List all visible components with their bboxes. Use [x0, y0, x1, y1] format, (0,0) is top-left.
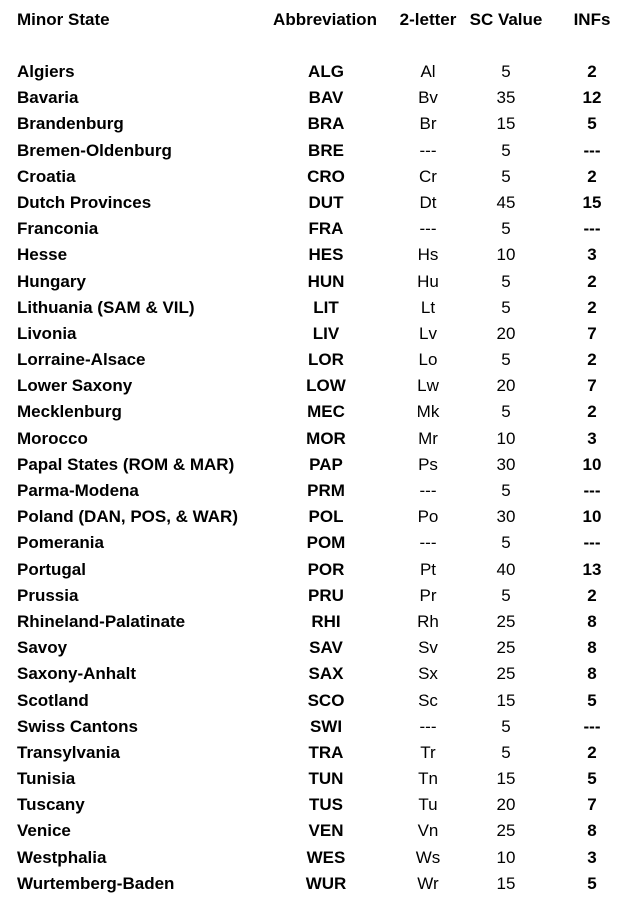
- table-row: [0, 321, 624, 347]
- table-row: [0, 347, 624, 373]
- minor-state-cell: Parma-Modena: [17, 481, 139, 500]
- two-letter-cell: Sv: [418, 638, 438, 658]
- table-row: [0, 85, 624, 111]
- minor-state-cell: Franconia: [17, 219, 99, 239]
- table-row: [0, 111, 624, 137]
- sc-value-cell: 5: [501, 140, 511, 160]
- abbreviation-cell: LOW: [306, 376, 346, 396]
- table-row: [0, 295, 624, 321]
- abbreviation-cell: SCO: [307, 690, 345, 710]
- table-row: [0, 478, 624, 504]
- infs-cell: ---: [583, 481, 601, 500]
- two-letter-cell: Mr: [418, 428, 438, 448]
- two-letter-cell: ---: [419, 716, 437, 736]
- abbreviation-cell: PAP: [309, 454, 343, 474]
- table-row: [0, 766, 624, 792]
- table-row: [0, 504, 624, 530]
- minor-state-cell: Swiss Cantons: [17, 716, 138, 736]
- infs-cell: 5: [587, 769, 597, 789]
- infs-cell: 2: [587, 742, 597, 762]
- minor-state-cell: Mecklenburg: [17, 402, 122, 422]
- table-row: [0, 609, 624, 635]
- sc-value-cell: 5: [501, 716, 511, 736]
- infs-cell: 10: [582, 507, 602, 527]
- sc-value-cell: 10: [496, 847, 516, 867]
- minor-state-cell: Wurtemberg-Baden: [17, 873, 175, 893]
- minor-state-cell: Westphalia: [17, 847, 107, 867]
- table-row: [0, 269, 624, 295]
- table-row: [0, 242, 624, 268]
- minor-state-cell: Pomerania: [17, 533, 104, 553]
- abbreviation-cell: SAX: [308, 664, 344, 684]
- two-letter-cell: Wr: [417, 873, 439, 893]
- two-letter-cell: Lw: [417, 376, 439, 396]
- minor-state-cell: Transylvania: [17, 742, 121, 762]
- two-letter-cell: ---: [419, 219, 437, 239]
- infs-cell: 10: [582, 454, 602, 474]
- abbreviation-cell: RHI: [311, 611, 341, 631]
- minor-state-cell: Algiers: [17, 62, 75, 81]
- two-letter-cell: Al: [420, 62, 436, 81]
- sc-value-cell: 25: [496, 611, 516, 631]
- sc-value-cell: 5: [501, 481, 511, 500]
- minor-state-cell: Savoy: [17, 638, 68, 658]
- sc-value-cell: 30: [496, 454, 516, 474]
- infs-cell: 2: [587, 166, 597, 186]
- abbreviation-cell: BRE: [308, 140, 344, 160]
- two-letter-cell: Sx: [418, 664, 438, 684]
- minor-state-cell: Morocco: [17, 428, 88, 448]
- infs-cell: 12: [582, 88, 602, 108]
- sc-value-cell: 5: [501, 219, 511, 239]
- minor-state-cell: Lower Saxony: [17, 376, 133, 396]
- two-letter-cell: ---: [419, 481, 437, 500]
- table-row: [0, 452, 624, 478]
- abbreviation-cell: WES: [306, 847, 346, 867]
- minor-state-cell: Croatia: [17, 166, 76, 186]
- sc-value-cell: 15: [496, 769, 516, 789]
- infs-cell: 13: [582, 559, 602, 579]
- two-letter-cell: Bv: [418, 88, 438, 108]
- infs-cell: ---: [583, 533, 601, 553]
- two-letter-cell: Tr: [420, 742, 436, 762]
- sc-value-cell: 15: [496, 690, 516, 710]
- sc-value-cell: 25: [496, 664, 516, 684]
- abbreviation-cell: VEN: [308, 821, 344, 841]
- minor-state-cell: Rhineland-Palatinate: [17, 611, 186, 631]
- sc-value-cell: 20: [496, 323, 516, 343]
- table-row: [0, 399, 624, 425]
- infs-cell: 3: [587, 847, 597, 867]
- minor-state-cell: Prussia: [17, 585, 79, 605]
- abbreviation-cell: LIT: [313, 297, 339, 317]
- table-row: [0, 661, 624, 687]
- abbreviation-cell: WUR: [305, 873, 347, 893]
- header-two-letter: 2-letter: [399, 10, 457, 29]
- minor-state-cell: Dutch Provinces: [17, 192, 152, 212]
- abbreviation-cell: POR: [307, 559, 345, 579]
- minor-state-cell: Papal States (ROM & MAR): [17, 454, 235, 474]
- two-letter-cell: Hu: [417, 271, 439, 291]
- table-row: [0, 871, 624, 897]
- sc-value-cell: 5: [501, 62, 511, 81]
- table-row: [0, 818, 624, 844]
- table-row: [0, 557, 624, 583]
- table-row: [0, 59, 624, 85]
- infs-cell: 8: [587, 611, 597, 631]
- sc-value-cell: 5: [501, 350, 511, 370]
- minor-state-cell: Portugal: [17, 559, 86, 579]
- infs-cell: 15: [582, 192, 602, 212]
- table-row: [0, 583, 624, 609]
- sc-value-cell: 5: [501, 585, 511, 605]
- minor-state-cell: Lorraine-Alsace: [17, 350, 146, 370]
- two-letter-cell: Lo: [418, 350, 438, 370]
- table-row: [0, 714, 624, 740]
- minor-state-cell: Brandenburg: [17, 114, 124, 134]
- two-letter-cell: Pr: [419, 585, 437, 605]
- table-row: [0, 138, 624, 164]
- sc-value-cell: 30: [496, 507, 516, 527]
- header-sc-value: SC Value: [469, 10, 543, 29]
- abbreviation-cell: TUN: [308, 769, 344, 789]
- infs-cell: 2: [587, 585, 597, 605]
- two-letter-cell: ---: [419, 140, 437, 160]
- infs-cell: ---: [583, 219, 601, 239]
- minor-state-cell: Livonia: [17, 323, 77, 343]
- sc-value-cell: 15: [496, 873, 516, 893]
- table-row: [0, 635, 624, 661]
- sc-value-cell: 10: [496, 245, 516, 265]
- minor-state-cell: Hesse: [17, 245, 68, 265]
- infs-cell: 5: [587, 690, 597, 710]
- two-letter-cell: Vn: [417, 821, 439, 841]
- two-letter-cell: Lv: [419, 323, 437, 343]
- table-row: [0, 792, 624, 818]
- sc-value-cell: 10: [496, 428, 516, 448]
- minor-state-cell: Bavaria: [17, 88, 79, 108]
- abbreviation-cell: CRO: [307, 166, 345, 186]
- abbreviation-cell: HES: [308, 245, 344, 265]
- two-letter-cell: Br: [419, 114, 437, 134]
- sc-value-cell: 5: [501, 166, 511, 186]
- sc-value-cell: 25: [496, 821, 516, 841]
- table-header-row: [0, 7, 624, 33]
- table-body: [0, 59, 624, 897]
- table-row: [0, 426, 624, 452]
- two-letter-cell: Po: [417, 507, 439, 527]
- infs-cell: 5: [587, 873, 597, 893]
- infs-cell: 2: [587, 350, 597, 370]
- abbreviation-cell: ALG: [308, 62, 344, 81]
- two-letter-cell: Tu: [418, 795, 438, 815]
- infs-cell: 7: [587, 795, 597, 815]
- abbreviation-cell: HUN: [307, 271, 345, 291]
- abbreviation-cell: BAV: [308, 88, 344, 108]
- sc-value-cell: 20: [496, 795, 516, 815]
- abbreviation-cell: FRA: [308, 219, 344, 239]
- infs-cell: ---: [583, 140, 601, 160]
- minor-state-cell: Tunisia: [17, 769, 76, 789]
- two-letter-cell: Hs: [417, 245, 439, 265]
- minor-state-cell: Poland (DAN, POS, & WAR): [17, 507, 238, 527]
- abbreviation-cell: TUS: [309, 795, 343, 815]
- table-row: [0, 688, 624, 714]
- two-letter-cell: Ps: [418, 454, 438, 474]
- infs-cell: 3: [587, 428, 597, 448]
- abbreviation-cell: POM: [306, 533, 346, 553]
- minor-state-cell: Scotland: [17, 690, 89, 710]
- abbreviation-cell: LOR: [308, 350, 344, 370]
- infs-cell: 8: [587, 821, 597, 841]
- two-letter-cell: ---: [419, 533, 437, 553]
- sc-value-cell: 5: [501, 402, 511, 422]
- minor-state-cell: Venice: [17, 821, 71, 841]
- abbreviation-cell: SWI: [309, 716, 343, 736]
- infs-cell: 5: [587, 114, 597, 134]
- abbreviation-cell: TRA: [308, 742, 344, 762]
- sc-value-cell: 5: [501, 533, 511, 553]
- infs-cell: 2: [587, 402, 597, 422]
- table-row: [0, 740, 624, 766]
- abbreviation-cell: LIV: [312, 323, 340, 343]
- sc-value-cell: 20: [496, 376, 516, 396]
- table-row: [0, 530, 624, 556]
- two-letter-cell: Tn: [418, 769, 438, 789]
- infs-cell: 8: [587, 638, 597, 658]
- table-row: [0, 216, 624, 242]
- abbreviation-cell: DUT: [308, 192, 344, 212]
- minor-state-cell: Saxony-Anhalt: [17, 664, 137, 684]
- sc-value-cell: 45: [496, 192, 516, 212]
- sc-value-cell: 25: [496, 638, 516, 658]
- sc-value-cell: 40: [496, 559, 516, 579]
- two-letter-cell: Pt: [419, 559, 437, 579]
- table-row: [0, 373, 624, 399]
- header-minor-state: Minor State: [17, 10, 110, 29]
- abbreviation-cell: MOR: [306, 428, 346, 448]
- infs-cell: 7: [587, 376, 597, 396]
- table-row: [0, 845, 624, 871]
- minor-state-cell: Hungary: [17, 271, 86, 291]
- abbreviation-cell: SAV: [309, 638, 343, 658]
- infs-cell: 2: [587, 271, 597, 291]
- table-row: [0, 190, 624, 216]
- sc-value-cell: 5: [501, 297, 511, 317]
- infs-cell: 8: [587, 664, 597, 684]
- sc-value-cell: 5: [501, 742, 511, 762]
- abbreviation-cell: PRU: [308, 585, 344, 605]
- abbreviation-cell: MEC: [307, 402, 345, 422]
- abbreviation-cell: BRA: [307, 114, 345, 134]
- infs-cell: 2: [587, 62, 597, 81]
- abbreviation-cell: PRM: [307, 481, 345, 500]
- two-letter-cell: Cr: [419, 166, 437, 186]
- sc-value-cell: 35: [496, 88, 516, 108]
- infs-cell: 3: [587, 245, 597, 265]
- two-letter-cell: Sc: [418, 690, 438, 710]
- two-letter-cell: Lt: [420, 297, 436, 317]
- table-row: [0, 164, 624, 190]
- two-letter-cell: Ws: [415, 847, 441, 867]
- two-letter-cell: Dt: [419, 192, 437, 212]
- sc-value-cell: 5: [501, 271, 511, 291]
- infs-cell: 7: [587, 323, 597, 343]
- abbreviation-cell: POL: [308, 507, 344, 527]
- minor-state-cell: Bremen-Oldenburg: [17, 140, 172, 160]
- two-letter-cell: Mk: [416, 402, 440, 422]
- header-abbreviation: Abbreviation: [273, 10, 377, 29]
- minor-state-cell: Tuscany: [17, 795, 85, 815]
- two-letter-cell: Rh: [417, 611, 439, 631]
- sc-value-cell: 15: [496, 114, 516, 134]
- infs-cell: 2: [587, 297, 597, 317]
- minor-state-cell: Lithuania (SAM & VIL): [17, 297, 195, 317]
- infs-cell: ---: [583, 716, 601, 736]
- header-infs: INFs: [573, 10, 611, 29]
